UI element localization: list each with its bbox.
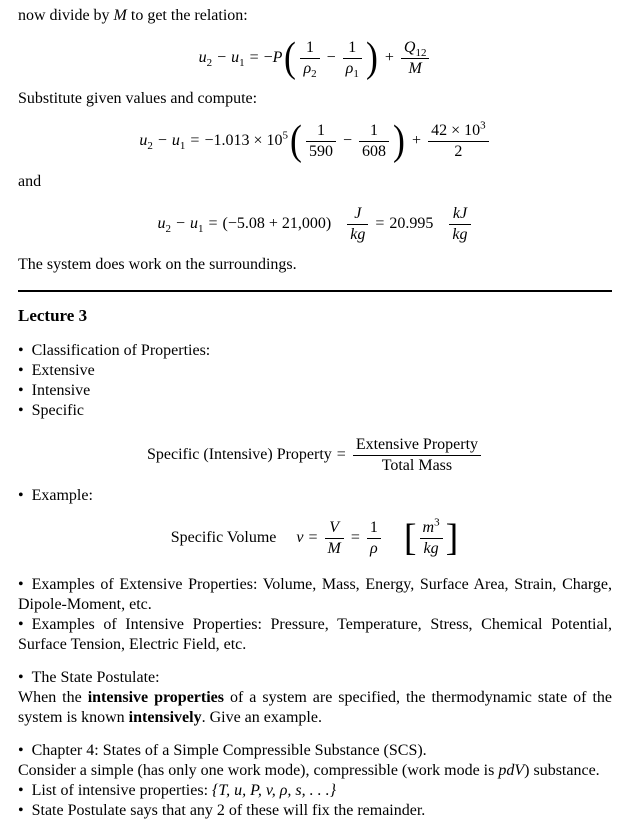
fraction-denominator bbox=[449, 224, 470, 243]
subscript: 2 bbox=[206, 57, 213, 70]
unit-kJ: kJ bbox=[452, 205, 468, 222]
subscript: 1 bbox=[179, 140, 186, 153]
list-item bbox=[18, 401, 612, 421]
definition-lhs: Specific (Intensive) Property bbox=[146, 446, 332, 464]
intensive-properties-list bbox=[18, 781, 612, 801]
bullet-icon: • bbox=[18, 576, 24, 593]
math-var-rho: ρ bbox=[370, 540, 378, 557]
intro-paragraph bbox=[18, 6, 612, 26]
fraction-numerator: 1 bbox=[369, 519, 378, 536]
unit-kg: kg bbox=[423, 540, 439, 557]
bold-intensively: intensively bbox=[128, 709, 202, 726]
fraction-numerator bbox=[347, 206, 368, 224]
coefficient-text: −1.013 × 10 bbox=[204, 132, 283, 150]
bullet-icon: • bbox=[18, 802, 24, 819]
sum-parenthetical: (−5.08 + 21,000) bbox=[222, 215, 332, 233]
fraction-units-m3-kg bbox=[420, 516, 443, 557]
list-item bbox=[18, 381, 612, 401]
text-segment: ) substance. bbox=[524, 762, 600, 779]
fraction-numerator: 1 bbox=[348, 39, 357, 56]
math-operator-minus: − bbox=[217, 49, 227, 67]
example-label: Example: bbox=[31, 487, 93, 504]
bullet-icon: • bbox=[18, 669, 24, 686]
text-segment: . Give an example. bbox=[201, 709, 322, 726]
math-var-u: u bbox=[171, 132, 180, 150]
bullet-icon: • bbox=[18, 402, 24, 419]
bullet-icon: • bbox=[18, 342, 24, 359]
unit-kg: kg bbox=[452, 226, 468, 243]
math-operator-plus: + bbox=[384, 49, 394, 67]
text-segment: When the bbox=[18, 689, 88, 706]
state-postulate-remainder bbox=[18, 801, 612, 821]
fraction-numerator bbox=[428, 119, 489, 141]
fraction-inv-rho2 bbox=[300, 39, 319, 81]
substitute-paragraph: Substitute given values and compute: bbox=[18, 90, 258, 107]
text-segment: List of intensive properties: bbox=[31, 782, 213, 799]
fraction-denominator bbox=[367, 538, 381, 557]
fraction-numerator: 1 bbox=[370, 122, 379, 139]
fraction-denominator bbox=[347, 224, 368, 243]
conclusion-paragraph: The system does work on the surroundings. bbox=[18, 256, 297, 273]
fraction-denominator: 590 bbox=[306, 141, 336, 160]
math-property-set: {T, u, P, v, ρ, s, . . .} bbox=[212, 782, 337, 799]
fraction-heat-mass bbox=[428, 119, 489, 160]
result-value: 20.995 bbox=[389, 215, 434, 233]
state-postulate-paragraph bbox=[18, 688, 612, 728]
bullet-icon: • bbox=[18, 487, 24, 504]
math-var-v: v bbox=[296, 529, 304, 547]
math-operator-equals: = bbox=[336, 446, 346, 464]
right-bracket-delimiter: ] bbox=[445, 516, 459, 559]
fraction-extensive-mass bbox=[353, 437, 481, 474]
chapter4-title-text: Chapter 4: States of a Simple Compressible Substance (SCS). bbox=[31, 742, 427, 759]
math-term-u2 bbox=[157, 215, 171, 236]
bullet-icon: • bbox=[18, 742, 24, 759]
fraction-1-590 bbox=[306, 123, 336, 160]
intensive-examples-paragraph bbox=[18, 615, 612, 655]
fraction-1-rho bbox=[367, 520, 381, 557]
fraction-J-kg bbox=[347, 206, 368, 243]
math-var-u: u bbox=[157, 215, 166, 233]
math-var-rho: ρ bbox=[303, 60, 312, 77]
math-operator-equals: = bbox=[350, 529, 360, 547]
math-operator-minus: − bbox=[157, 132, 167, 150]
fraction-numerator: 1 bbox=[306, 39, 315, 56]
fraction-denominator bbox=[401, 58, 430, 77]
unit-kg: kg bbox=[350, 226, 366, 243]
math-operator-equals: = bbox=[190, 132, 200, 150]
bullet-icon: • bbox=[18, 362, 24, 379]
intro-text-pre: now divide by bbox=[18, 7, 114, 24]
text-segment: State Postulate says that any 2 of these will fix the remainder. bbox=[31, 802, 426, 819]
subscript: 12 bbox=[415, 47, 427, 60]
math-var-u: u bbox=[190, 215, 199, 233]
math-operator-minus: − bbox=[343, 132, 353, 150]
math-operator-plus: + bbox=[412, 132, 422, 150]
pressure-coefficient bbox=[204, 129, 288, 150]
math-var-M: M bbox=[408, 60, 422, 77]
equation-substituted-values bbox=[18, 118, 612, 165]
math-term-u1 bbox=[171, 132, 186, 153]
classification-bullet-list bbox=[18, 341, 612, 421]
unit-J: J bbox=[354, 205, 362, 222]
intro-text-post: to get the relation: bbox=[126, 7, 248, 24]
fraction-denominator bbox=[420, 538, 443, 557]
math-operator-equals: = bbox=[249, 49, 259, 67]
bullet-icon: • bbox=[18, 382, 24, 399]
fraction-denominator: 2 bbox=[428, 141, 489, 160]
math-var-u: u bbox=[231, 49, 240, 67]
section-divider bbox=[18, 290, 612, 292]
math-operator-minus: − bbox=[326, 49, 336, 67]
fraction-denominator bbox=[300, 58, 319, 81]
subscript: 1 bbox=[198, 223, 204, 236]
fraction-Q12-M bbox=[401, 40, 430, 77]
text-segment: Consider a simple (has only one work mode), compressible (work mode is bbox=[18, 762, 499, 779]
list-item bbox=[18, 361, 612, 381]
equation-specific-volume bbox=[18, 516, 612, 559]
superscript: 3 bbox=[434, 516, 440, 529]
math-var-P: P bbox=[272, 49, 283, 67]
extensive-examples-paragraph bbox=[18, 575, 612, 615]
fraction-inv-rho1 bbox=[343, 39, 362, 81]
fraction-numerator bbox=[449, 206, 470, 224]
math-var-V: V bbox=[329, 519, 340, 536]
state-postulate-title bbox=[18, 668, 612, 688]
fraction-denominator: Total Mass bbox=[353, 455, 481, 474]
fraction-kJ-kg bbox=[449, 206, 470, 243]
and-connector: and bbox=[18, 173, 42, 190]
left-bracket-delimiter: [ bbox=[403, 516, 417, 559]
superscript: 5 bbox=[282, 129, 288, 142]
example-bullet bbox=[18, 486, 612, 506]
fraction-numerator bbox=[401, 40, 430, 58]
math-var-Q: Q bbox=[403, 39, 416, 56]
subscript: 2 bbox=[165, 223, 171, 236]
fraction-numerator bbox=[325, 520, 344, 538]
math-operator-equals: = bbox=[308, 529, 318, 547]
list-item-label: Classification of Properties: bbox=[31, 342, 211, 359]
extensive-examples-text: Examples of Extensive Properties: Volume, Mass, Energy, Surface Area, Strain, Charge, Dipole-Moment, etc. bbox=[18, 576, 612, 613]
math-term-u1 bbox=[190, 215, 204, 236]
bold-intensive-properties: intensive properties bbox=[87, 689, 225, 706]
math-term-u2 bbox=[139, 132, 153, 153]
fraction-numerator: 1 bbox=[317, 122, 325, 139]
fraction-numerator bbox=[420, 516, 443, 538]
math-pdV: pdV bbox=[498, 762, 525, 779]
list-item-label: Extensive bbox=[31, 362, 95, 379]
math-var-u: u bbox=[198, 49, 207, 67]
fraction-numerator: Extensive Property bbox=[355, 436, 479, 453]
right-paren-delimiter: ) bbox=[393, 118, 405, 165]
left-paren-delimiter: ( bbox=[290, 118, 302, 165]
intensive-examples-text: Examples of Intensive Properties: Pressure, Temperature, Stress, Chemical Potential, Surface Tension, Electric Field, etc. bbox=[18, 616, 612, 653]
volume-label: Specific Volume bbox=[170, 529, 277, 547]
fraction-1-608 bbox=[359, 123, 389, 160]
list-item-label: Specific bbox=[31, 402, 85, 419]
equation-result bbox=[18, 206, 612, 243]
unit-m: m bbox=[422, 519, 435, 536]
subscript: 1 bbox=[239, 57, 245, 70]
subscript: 1 bbox=[353, 68, 359, 81]
math-var-M: M bbox=[327, 540, 341, 557]
state-postulate-label: The State Postulate: bbox=[31, 669, 160, 686]
math-operator-minus: − bbox=[175, 215, 186, 233]
bullet-icon: • bbox=[18, 782, 24, 799]
lecture-heading: Lecture 3 bbox=[18, 306, 88, 325]
fraction-denominator: 608 bbox=[359, 141, 389, 160]
left-paren-delimiter: ( bbox=[284, 35, 297, 82]
subscript: 2 bbox=[311, 68, 317, 81]
heat-value: 42 × 10 bbox=[431, 122, 481, 139]
math-var-M: M bbox=[113, 7, 127, 24]
fraction-V-M bbox=[325, 520, 344, 557]
math-operator-equals: = bbox=[208, 215, 218, 233]
list-item-label: Intensive bbox=[31, 382, 91, 399]
right-paren-delimiter: ) bbox=[365, 35, 378, 82]
fraction-denominator bbox=[343, 58, 362, 81]
list-item bbox=[18, 341, 612, 361]
math-term-u2 bbox=[198, 49, 213, 70]
chapter4-consider-paragraph bbox=[18, 761, 612, 781]
equation-specific-property bbox=[18, 437, 612, 474]
subscript: 2 bbox=[147, 140, 153, 153]
superscript: 3 bbox=[480, 119, 486, 132]
math-var-rho: ρ bbox=[345, 60, 354, 77]
math-term-u1 bbox=[231, 49, 245, 70]
math-operator-negate: − bbox=[263, 49, 273, 67]
math-var-u: u bbox=[139, 132, 148, 150]
math-operator-equals: = bbox=[375, 215, 385, 233]
chapter4-title bbox=[18, 741, 612, 761]
fraction-denominator bbox=[325, 538, 344, 557]
text-segment: of a system are specified, the thermodynamic state of the system is known bbox=[18, 689, 613, 726]
bullet-icon: • bbox=[18, 616, 24, 633]
math-term-negP bbox=[264, 50, 283, 66]
equation-internal-energy-relation bbox=[18, 35, 612, 82]
